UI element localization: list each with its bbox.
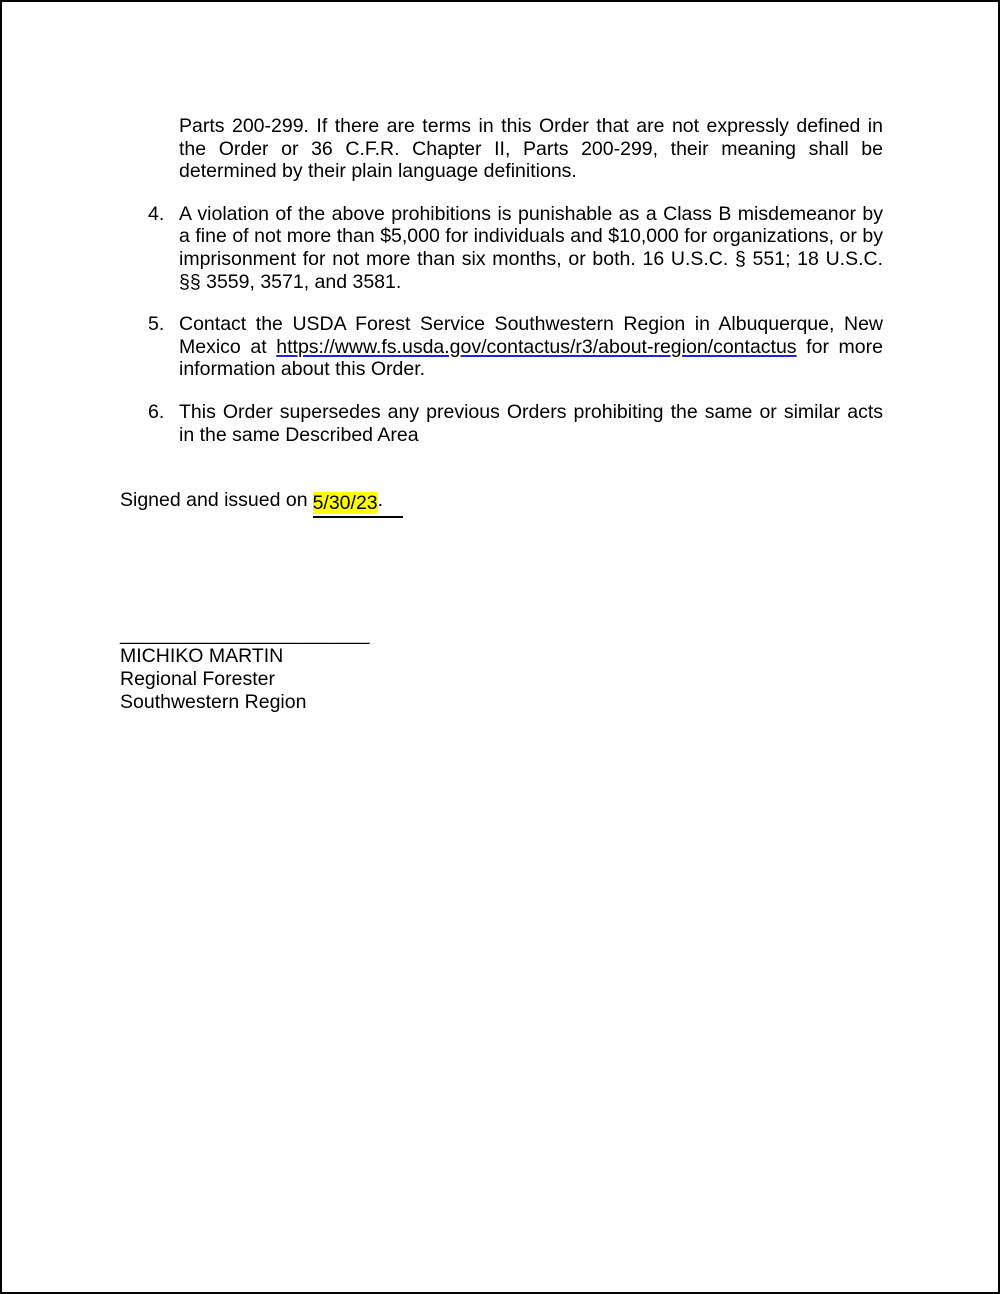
signature-block bbox=[120, 623, 883, 713]
signatory-name: MICHIKO MARTIN bbox=[120, 645, 284, 668]
list-item-4-number: 4. bbox=[148, 202, 165, 225]
paragraph-continuation: Parts 200-299. If there are terms in this Order that are not expressly defined in the Order or 36 C.F.R. Chapter II, Parts 200-299, their meaning shall be determined by their plain language definitions. bbox=[179, 115, 883, 183]
list-item-5-text bbox=[179, 313, 883, 381]
list-item-6-number: 6. bbox=[148, 400, 165, 423]
signed-statement bbox=[120, 489, 883, 518]
signed-statement-label: Signed and issued on bbox=[120, 489, 308, 512]
issue-date-highlighted: 5/30/23 bbox=[312, 492, 378, 515]
list-item-6-text: This Order supersedes any previous Orders prohibiting the same or similar acts in the same Described Area bbox=[179, 400, 883, 446]
list-item-5-text-after-link: for more information about this Order. bbox=[179, 335, 883, 381]
signatory-region: Southwestern Region bbox=[120, 690, 307, 713]
list-item-5 bbox=[148, 313, 883, 381]
page-content bbox=[120, 115, 883, 713]
date-underline bbox=[313, 489, 403, 518]
list-item-5-text-before-link: Contact the USDA Forest Service Southwestern Region in Albuquerque, New Mexico at bbox=[179, 313, 883, 358]
signature-line: _______________________ bbox=[120, 622, 370, 645]
date-punctuation: . bbox=[377, 489, 384, 512]
list-item-6 bbox=[148, 401, 883, 446]
list-item-4-text: A violation of the above prohibitions is punishable as a Class B misdemeanor by a fine of not more than $5,000 for individuals and $10,000 for organizations, or by imprisonment for not more than six months, or both. 16 U.S.C. § 551; 18 U.S.C. §§ 3559, 3571, and 3581. bbox=[179, 202, 883, 293]
list-item-4 bbox=[148, 203, 883, 293]
signatory-title: Regional Forester bbox=[120, 667, 275, 690]
contact-region-link[interactable]: https://www.fs.usda.gov/contactus/r3/about-region/contactus bbox=[276, 335, 797, 358]
list-item-5-number: 5. bbox=[148, 313, 165, 336]
